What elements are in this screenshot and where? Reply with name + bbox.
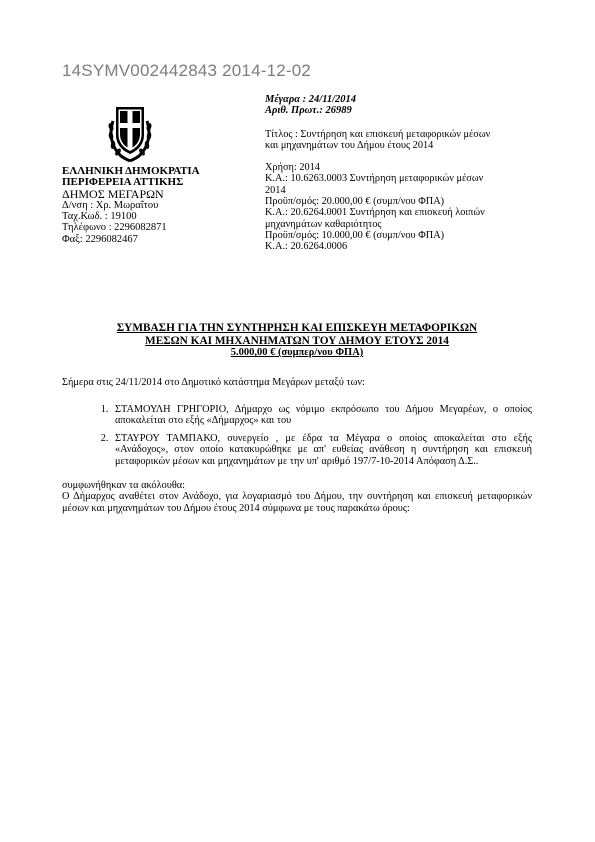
fiscal-year: Χρήση: 2014 [265, 162, 320, 174]
contract-body [62, 377, 532, 514]
list-item: 1. ΣΤΑΜΟΥΛΗ ΓΡΗΓΟΡΙΟ, Δήμαρχο ως νόμιμο εκπρόσωπο του Δήμου Μεγαρέων, ο οποίος αποκαλείται στο εξής «Δήμαρχος» και του [111, 404, 532, 427]
budget-amount-2: Προϋπ/σμός: 10.000,00 € (συμπ/νου ΦΠΑ) [265, 229, 445, 241]
document-subject: Τίτλος : Συντήρηση και επισκευή μεταφορικών μέσων και μηχανημάτων του Δήμου έτους 2014 [265, 128, 491, 151]
issuer-block [62, 166, 262, 245]
protocol-number: Αριθ. Πρωτ.: 26989 [265, 105, 352, 117]
budget-code-1: Κ.Α.: 10.6263.0003 Συντήρηση μεταφορικών μέσων 2014 [265, 173, 484, 196]
contract-amount: 5.000,00 € (συμπερ/νου ΦΠΑ) [230, 347, 364, 359]
issuer-postal-code: Ταχ.Κωδ. : 19100 [62, 211, 137, 223]
parties-list [62, 404, 532, 468]
assignment-paragraph: Ο Δήμαρχος αναθέτει στον Ανάδοχο, για λογαριασμό του Δήμου, την συντήρηση και επισκευή μεταφορικών μέσων και μηχανημάτων του Δήμου έτους 2014 σύμφωνα με τους παρακάτω όρους: [62, 491, 532, 514]
list-item: 2. ΣΤΑΥΡΟΥ ΤΑΜΠΑΚΟ, συνεργείο , με έδρα τα Μέγαρα ο οποίος αποκαλείται στο εξής «Ανάδοχος», στον οποίο κατακυρώθηκε με απ' ευθείας ανάθεση η συντήρηση και επισκευή μεταφορικών μέσων και μηχανημάτων με την υπ' αριθμό 197/7-10-2014 Απόφαση Δ.Σ.. [111, 433, 532, 468]
budget-code-2: Κ.Α.: 20.6264.0001 Συντήρηση και επισκευή λοιπών μηχανημάτων καθαριότητος [265, 207, 485, 230]
reference-block [265, 94, 505, 253]
ada-code: 14SYMV002442843 2014-12-02 [62, 61, 312, 80]
budget-code-3: Κ.Α.: 20.6264.0006 [265, 241, 348, 253]
contract-title-line-2: ΜΕΣΩΝ ΚΑΙ ΜΗΧΑΝΗΜΑΤΩΝ ΤΟΥ ΔΗΜΟΥ ΕΤΟΥΣ 2014 [145, 334, 449, 347]
budget-amount-1: Προϋπ/σμός: 20.000,00 € (συμπ/νου ΦΠΑ) [265, 196, 445, 208]
agreed-line: συμφωνήθηκαν τα ακόλουθα: [62, 479, 186, 491]
greek-coat-of-arms-icon [107, 101, 153, 163]
contract-title-line-1: ΣΥΜΒΑΣΗ ΓΙΑ ΤΗΝ ΣΥΝΤΗΡΗΣΗ ΚΑΙ ΕΠΙΣΚΕΥΗ ΜΕΤΑΦΟΡΙΚΩΝ [116, 322, 478, 334]
issuer-fax: Φαξ: 2296082467 [62, 233, 138, 245]
issuer-address: Δ/νση : Χρ. Μωραΐτου [62, 199, 159, 211]
contract-title [62, 322, 532, 360]
issuer-republic: ΕΛΛΗΝΙΚΗ ΔΗΜΟΚΡΑΤΙΑ [62, 165, 200, 177]
document-date: Μέγαρα : 24/11/2014 [265, 94, 357, 105]
issuer-phone: Τηλέφωνο : 2296082871 [62, 222, 167, 234]
issuer-municipality: ΔΗΜΟΣ ΜΕΓΑΡΩΝ [62, 186, 164, 201]
issuer-region: ΠΕΡΙΦΕΡΕΙΑ ΑΤΤΙΚΗΣ [62, 176, 184, 189]
intro-paragraph: Σήμερα στις 24/11/2014 στο Δημοτικό κατάστημα Μεγάρων μεταξύ των: [62, 377, 365, 388]
